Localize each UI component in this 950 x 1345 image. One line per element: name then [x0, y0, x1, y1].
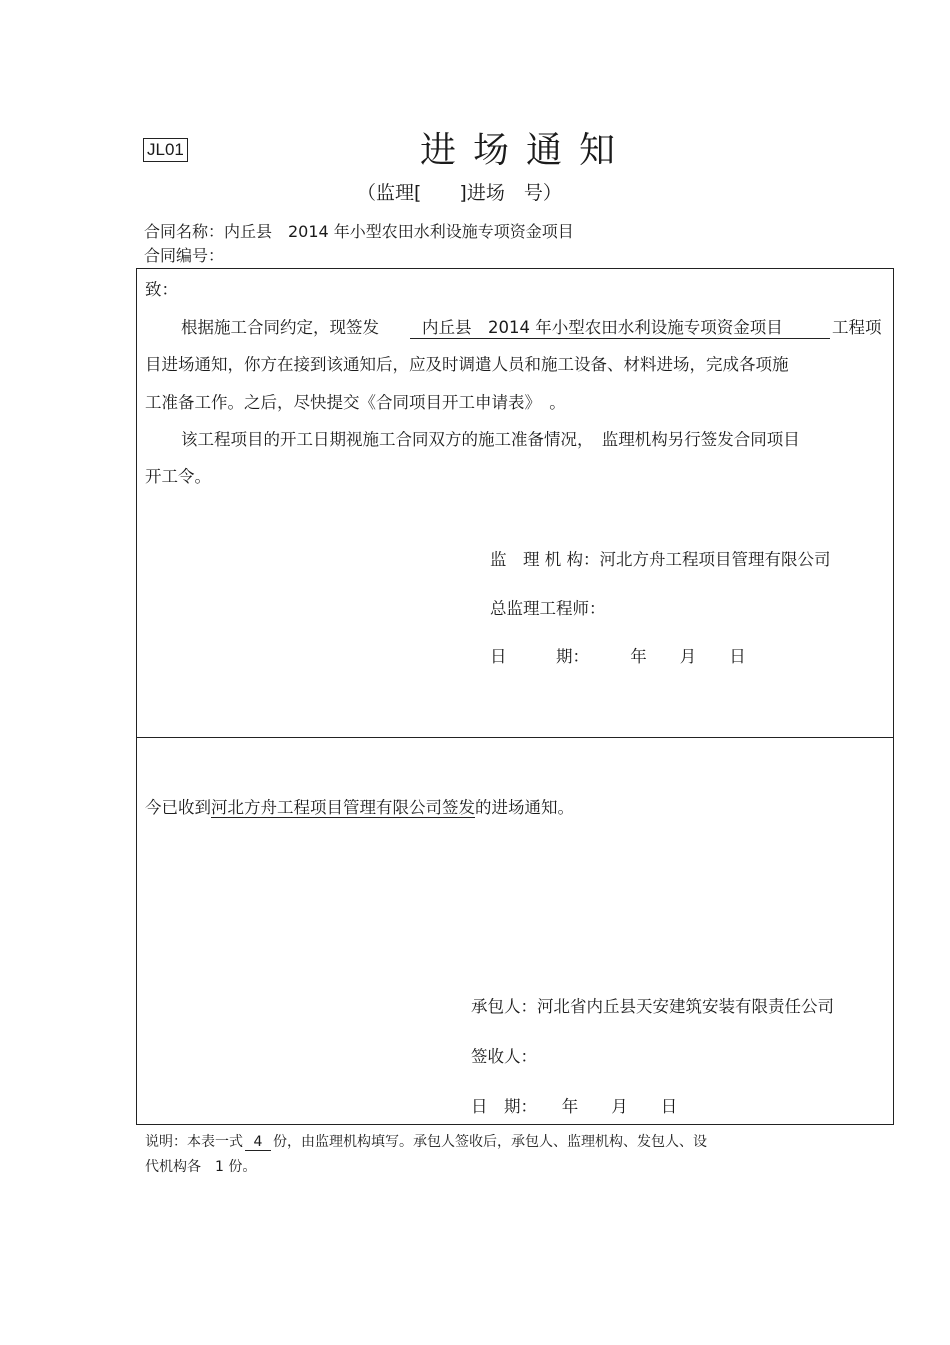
- notice-paragraph-1-start: 根据施工合同约定，现签发: [181, 318, 379, 337]
- contractor: 承包人：河北省内丘县天安建筑安装有限责任公司: [471, 997, 834, 1016]
- notice-paragraph-1-line-2: 目进场通知，你方在接到该通知后，应及时调遣人员和施工设备、材料进场，完成各项施: [145, 355, 789, 374]
- copy-count: 4: [245, 1134, 271, 1151]
- receipt-statement: [145, 794, 574, 818]
- supervisor-org: 监 理 机 构：河北方舟工程项目管理有限公司: [490, 550, 831, 569]
- notice-date: 日 期： 年 月 日: [490, 647, 746, 666]
- addressee: 致：: [145, 280, 178, 299]
- form-code: JL01: [143, 138, 188, 162]
- project-name: 内丘县 2014 年小型农田水利设施专项资金项目: [410, 314, 830, 339]
- receipt-date: 日 期： 年 月 日: [471, 1097, 678, 1116]
- notice-paragraph-1-line-3: 工准备工作。之后，尽快提交《合同项目开工申请表》 。: [145, 393, 566, 412]
- chief-engineer-signature: 总监理工程师：: [490, 599, 606, 618]
- footnote-line-1: [145, 1131, 707, 1151]
- footnote-line-2: 代机构各 1 份。: [145, 1159, 257, 1175]
- notice-number: （监理[ ]进场 号）: [357, 182, 562, 204]
- footnote-suffix: 份，由监理机构填写。承包人签收后，承包人、监理机构、发包人、设: [273, 1134, 707, 1150]
- issuing-org: 河北方舟工程项目管理有限公司签发: [211, 798, 475, 817]
- contract-number: 合同编号：: [144, 246, 225, 265]
- footnote-prefix: 说明：本表一式: [145, 1134, 243, 1150]
- notice-paragraph-2-line-2: 开工令。: [145, 467, 211, 486]
- page-title: 进场通知: [420, 130, 633, 171]
- receiver-signature: 签收人：: [471, 1047, 537, 1066]
- contract-name: 合同名称：内丘县 2014 年小型农田水利设施专项资金项目: [144, 222, 574, 241]
- notice-paragraph-1-end: 工程项: [832, 318, 882, 337]
- notice-paragraph-2-line-1: 该工程项目的开工日期视施工合同双方的施工准备情况， 监理机构另行签发合同项目: [181, 430, 800, 449]
- receipt-suffix: 的进场通知。: [475, 798, 574, 817]
- receipt-prefix: 今已收到: [145, 798, 211, 817]
